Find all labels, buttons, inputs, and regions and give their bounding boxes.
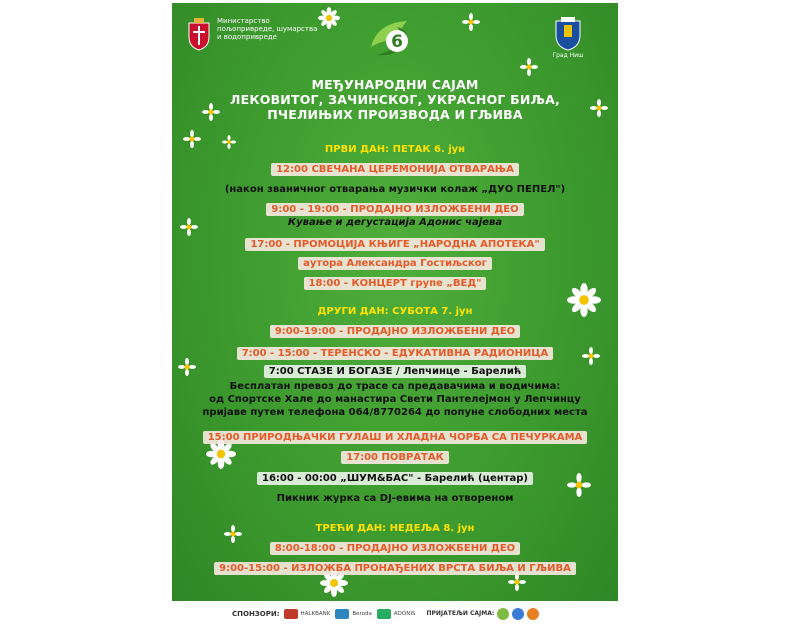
ministry-line: Министарство (217, 17, 270, 25)
sponsors-bar (172, 601, 618, 626)
program-row (172, 325, 618, 338)
fair-logo (367, 17, 419, 61)
sponsor-name: Beroda (352, 610, 372, 617)
program-item: 16:00 - 00:00 „ШУМ&БАС" - Барелић (центар) (257, 472, 533, 485)
title-line: ПЧЕЛИЊИХ ПРОИЗВОДА И ГЉИВА (267, 107, 523, 122)
program-note: Кување и дегустација Адонис чајева (287, 217, 503, 228)
program-item: 9:00-15:00 - ИЗЛОЖБА ПРОНАЂЕНИХ ВРСТА БИЉА И ГЉИВА (214, 562, 576, 575)
program-item: 7:00 - 15:00 - ТЕРЕНСКО - ЕДУКАТИВНА РАДИОНИЦА (237, 347, 554, 360)
program-item: 17:00 - ПРОМОЦИЈА КЊИГЕ „НАРОДНА АПОТЕКА" (245, 238, 544, 251)
program-note: Бесплатан превоз до трасе са предавачима и водичима: (229, 381, 561, 392)
program-row (172, 203, 618, 216)
program-row (172, 472, 618, 485)
program-row (172, 562, 618, 575)
program-row (172, 257, 618, 270)
partner-logo-icon (497, 608, 509, 620)
day3-heading: ТРЕЋИ ДАН: НЕДЕЉА 8. јун (315, 523, 475, 534)
city-name: Град Ниш (552, 52, 584, 59)
sponsor-name: HALKBANK (300, 610, 331, 617)
poster (172, 3, 618, 626)
program-item: 7:00 СТАЗЕ И БОГАЗЕ / Лепчинце - Барелић (264, 365, 526, 378)
partners-label: ПРИЈАТЕЉИ САЈМА: (426, 610, 495, 617)
program-row (172, 542, 618, 555)
sponsor-logo-icon (335, 609, 349, 619)
fair-logo-number: 6 (391, 32, 403, 52)
title-line: ЛЕКОВИТОГ, ЗАЧИНСКОГ, УКРАСНОГ БИЉА, (230, 92, 560, 107)
program-row (172, 365, 618, 378)
sponsors-label: СПОНЗОРИ: (232, 609, 280, 618)
program-item: аутора Александра Гостиљског (298, 257, 492, 270)
ministry-line: пољопривреде, шумарства (217, 25, 318, 33)
program-note: од Спортске Хале до манастира Свети Пантелејмон у Лепчинцу (209, 394, 581, 405)
program-row (172, 451, 618, 464)
title-line: МЕЂУНАРОДНИ САЈАМ (311, 77, 479, 92)
program-row (172, 277, 618, 290)
sponsor-logo-icon (377, 609, 391, 619)
ministry-header (186, 17, 327, 51)
program-row (172, 347, 618, 360)
city-shield-icon (554, 17, 582, 51)
daisy-icon (462, 13, 480, 31)
city-emblem (548, 17, 588, 59)
program-item: 9:00 - 19:00 - ПРОДАЈНО ИЗЛОЖБЕНИ ДЕО (266, 203, 523, 216)
daisy-icon (508, 573, 526, 591)
sponsor-logo-icon (284, 609, 298, 619)
program-item: 12:00 СВЕЧАНА ЦЕРЕМОНИЈА ОТВАРАЊА (271, 163, 519, 176)
program-item: 18:00 - КОНЦЕРТ групе „ВЕД" (304, 277, 487, 290)
day2-heading: ДРУГИ ДАН: СУБОТА 7. јун (317, 306, 473, 317)
program-item: 9:00-19:00 - ПРОДАЈНО ИЗЛОЖБЕНИ ДЕО (270, 325, 520, 338)
program-item: 17:00 ПОВРАТАК (341, 451, 449, 464)
partner-logo-icon (527, 608, 539, 620)
partner-logo-icon (512, 608, 524, 620)
program-item: 15:00 ПРИРОДЊАЧКИ ГУЛАШ И ХЛАДНА ЧОРБА СА ПЕЧУРКАМА (203, 431, 588, 444)
program-note: пријаве путем телефона 064/8770264 до попуне слободних места (202, 407, 588, 418)
ministry-name (217, 17, 327, 41)
program-row (172, 431, 618, 444)
day1-heading: ПРВИ ДАН: ПЕТАК 6. јун (324, 144, 466, 155)
program-item: 8:00-18:00 - ПРОДАЈНО ИЗЛОЖБЕНИ ДЕО (270, 542, 520, 555)
sponsor-name: ADONIS (393, 610, 416, 617)
serbian-coat-of-arms-icon (186, 17, 212, 51)
program-row (172, 238, 618, 251)
program-note: Пикник журка са DJ-евима на отвореном (276, 493, 514, 504)
daisy-icon (520, 58, 538, 76)
ministry-line: и водопривреде (217, 33, 277, 41)
poster-title (172, 77, 618, 122)
program-row (172, 163, 618, 176)
program-note: (након званичног отварања музички колаж „ДУО ПЕПЕЛ") (224, 184, 566, 195)
